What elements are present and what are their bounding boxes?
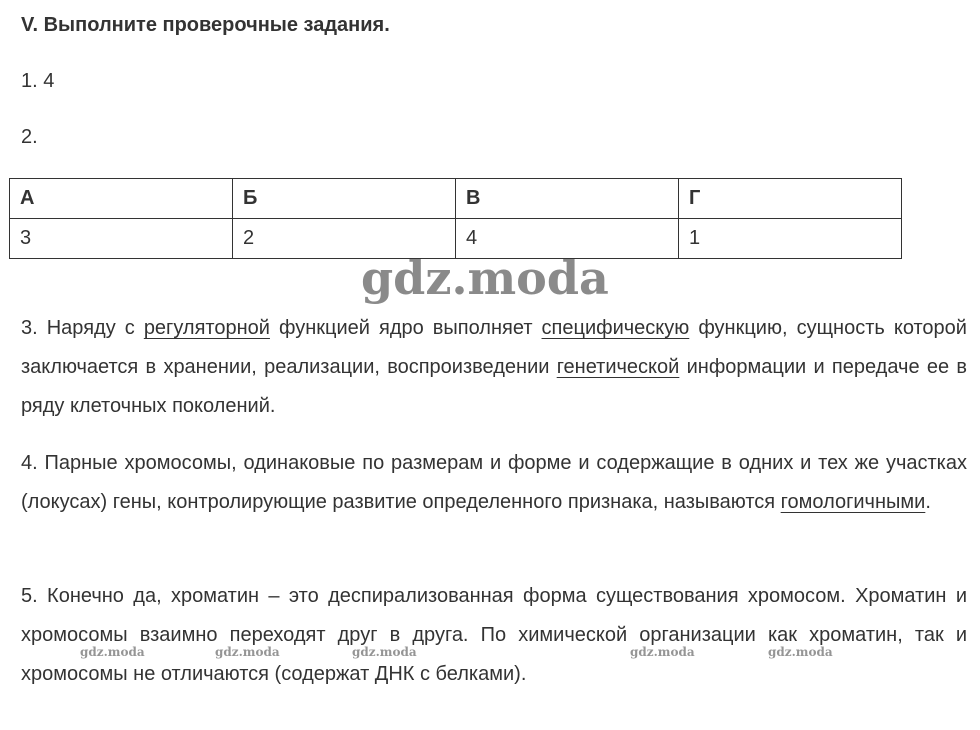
table-cell: 2 — [233, 219, 456, 259]
table-header-cell: А — [10, 179, 233, 219]
text-segment: 4. Парные хромосомы, одинаковые по размерам и форме и содержащие в одних и тех же участках (локусах) гены, контролирующие развитие определенного признака, называются — [21, 452, 967, 513]
text-segment: информации и передаче ее в ряду клеточных поколений. — [21, 356, 967, 417]
underlined-answer: генетической — [556, 356, 680, 378]
watermark-small: gdz.moda — [80, 645, 145, 659]
table-header-cell: Г — [679, 179, 902, 219]
table-cell: 1 — [679, 219, 902, 259]
watermark-small: gdz.moda — [352, 645, 417, 659]
text-segment: 3. Наряду с — [21, 317, 144, 339]
paragraph-3 — [21, 309, 967, 426]
answer-2-label: 2. — [21, 126, 38, 148]
paragraph-5: 5. Конечно да, хроматин – это деспирализованная форма существования хромосом. Хроматин и хромосомы взаимно переходят друг в друга. По химической организации как хроматин, так и хромосомы не отличаются (содержат ДНК с белками). — [21, 585, 967, 685]
watermark-small: gdz.moda — [215, 645, 280, 659]
watermark: gdz.moda — [361, 251, 609, 305]
watermark-small: gdz.moda — [768, 645, 833, 659]
underlined-answer: гомологичными — [780, 491, 926, 513]
section-title: V. Выполните проверочные задания. — [21, 14, 390, 36]
answer-1: 1. 4 — [21, 70, 55, 92]
underlined-answer: специфическую — [541, 317, 690, 339]
text-segment: . — [925, 491, 931, 513]
text-segment: функцию, сущность которой заключается в хранении, реализации, воспроизведении — [21, 317, 967, 378]
table-header-cell: Б — [233, 179, 456, 219]
table-header-cell: В — [456, 179, 679, 219]
table-cell: 3 — [10, 219, 233, 259]
table-header-row — [10, 179, 902, 219]
watermark-small: gdz.moda — [630, 645, 695, 659]
paragraph-4 — [21, 444, 967, 522]
underlined-answer: регуляторной — [143, 317, 270, 339]
answer-table — [9, 178, 902, 259]
text-segment: функцией ядро выполняет — [269, 317, 542, 339]
table-cell: 4 — [456, 219, 679, 259]
